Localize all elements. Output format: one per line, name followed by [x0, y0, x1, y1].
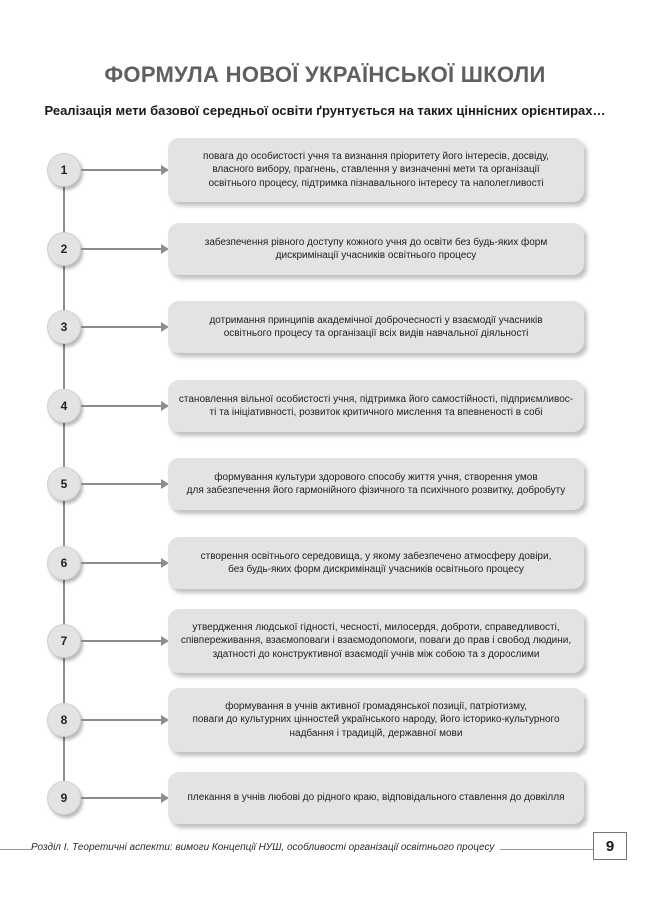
- page-title: ФОРМУЛА НОВОЇ УКРАЇНСЬКОЇ ШКОЛИ: [104, 62, 546, 87]
- statement-line: освітнього процесу, підтримка пізнавального інтересу та наполегливості: [208, 177, 544, 189]
- value-statement-box: [168, 138, 584, 202]
- item-number-badge: 6: [47, 546, 81, 580]
- value-item: [0, 606, 650, 676]
- item-number-badge: 7: [47, 624, 81, 658]
- item-number-badge: 9: [47, 781, 81, 815]
- statement-line: дискримінації учасників освітнього процесу: [275, 250, 477, 261]
- value-statement-box: [168, 609, 584, 673]
- statement-line: плекання в учнів любові до рідного краю, відповідального ставлення до довкілля: [187, 792, 565, 804]
- statement-line: створення освітнього середовища, у якому забезпечено атмосферу довіри,: [200, 550, 552, 562]
- statement-line: освітнього процесу та організації всіх видів навчальної діяльності: [223, 328, 529, 339]
- item-number-badge: 5: [47, 467, 81, 501]
- item-number-badge: 8: [47, 703, 81, 737]
- statement-line: утвердження людської гідності, чесності, милосердя, доброти, справедливості,: [192, 621, 560, 633]
- value-statement-text: [179, 393, 573, 420]
- arrow-right-icon: [81, 797, 167, 799]
- value-statement-box: [168, 537, 584, 589]
- value-statement-text: [205, 236, 547, 263]
- statement-line: становлення вільної особистості учня, підтримка його самостійності, підприємливос-: [178, 393, 574, 405]
- arrow-right-icon: [81, 248, 167, 250]
- statement-line: дотримання принципів академічної доброчесності у взаємодії учасників: [209, 314, 543, 326]
- item-number-badge: 3: [47, 310, 81, 344]
- value-item: [0, 292, 650, 362]
- value-item: [0, 449, 650, 519]
- value-item: [0, 763, 650, 833]
- statement-line: забезпечення рівного доступу кожного учня до освіти без будь-яких форм: [204, 236, 548, 248]
- value-statement-text: [201, 550, 552, 577]
- value-item: [0, 135, 650, 205]
- value-item: [0, 214, 650, 284]
- statement-line: співпереживання, взаємоповаги і взаємодопомоги, поваги до прав і свобод людини,: [180, 635, 572, 647]
- value-item: [0, 528, 650, 598]
- value-statement-box: [168, 772, 584, 824]
- value-statement-text: [209, 314, 542, 341]
- arrow-right-icon: [81, 405, 167, 407]
- arrow-right-icon: [81, 562, 167, 564]
- page-number: 9: [593, 832, 627, 860]
- value-statement-box: [168, 688, 584, 752]
- value-statement-text: [203, 150, 549, 191]
- statement-line: власного вибору, прагнень, ставлення у визначенні мети та організації: [212, 164, 540, 176]
- value-statement-text: [187, 471, 566, 498]
- arrow-right-icon: [81, 483, 167, 485]
- arrow-right-icon: [81, 326, 167, 328]
- value-statement-text: [192, 700, 559, 741]
- item-number-badge: 1: [47, 153, 81, 187]
- value-statement-text: [181, 621, 571, 662]
- page-subtitle: Реалізація мети базової середньої освіти ґрунтується на таких ціннісних орієнтирах…: [44, 103, 606, 118]
- value-statement-box: [168, 458, 584, 510]
- statement-line: формування в учнів активної громадянської позиції, патріотизму,: [225, 700, 527, 712]
- arrow-right-icon: [81, 640, 167, 642]
- arrow-right-icon: [81, 169, 167, 171]
- value-statement-box: [168, 380, 584, 432]
- statement-line: для забезпечення його гармонійного фізичного та психічного розвитку, добробуту: [186, 485, 566, 496]
- arrow-right-icon: [81, 719, 167, 721]
- statement-line: формування культури здорового способу життя учня, створення умов: [214, 471, 538, 483]
- statement-line: ті та ініціативності, розвиток критичного мислення та впевненості в собі: [209, 407, 543, 418]
- value-item: [0, 685, 650, 755]
- statement-line: повага до особистості учня та визнання пріоритету його інтересів, досвіду,: [203, 150, 549, 162]
- statement-line: надбання і традицій, державної мови: [289, 727, 463, 739]
- footer-section-title: Розділ І. Теоретичні аспекти: вимоги Концепції НУШ, особливості організації освітнього процесу: [31, 842, 500, 853]
- value-statement-box: [168, 223, 584, 275]
- value-statement-text: [188, 791, 565, 805]
- item-number-badge: 4: [47, 389, 81, 423]
- statement-line: здатності до конструктивної взаємодії учнів між собою та з дорослими: [212, 648, 540, 660]
- value-item: [0, 371, 650, 441]
- item-number-badge: 2: [47, 232, 81, 266]
- value-statement-box: [168, 301, 584, 353]
- statement-line: поваги до культурних цінностей українського народу, його історико-культурного: [192, 714, 560, 726]
- statement-line: без будь-яких форм дискримінації учасників освітнього процесу: [228, 564, 524, 575]
